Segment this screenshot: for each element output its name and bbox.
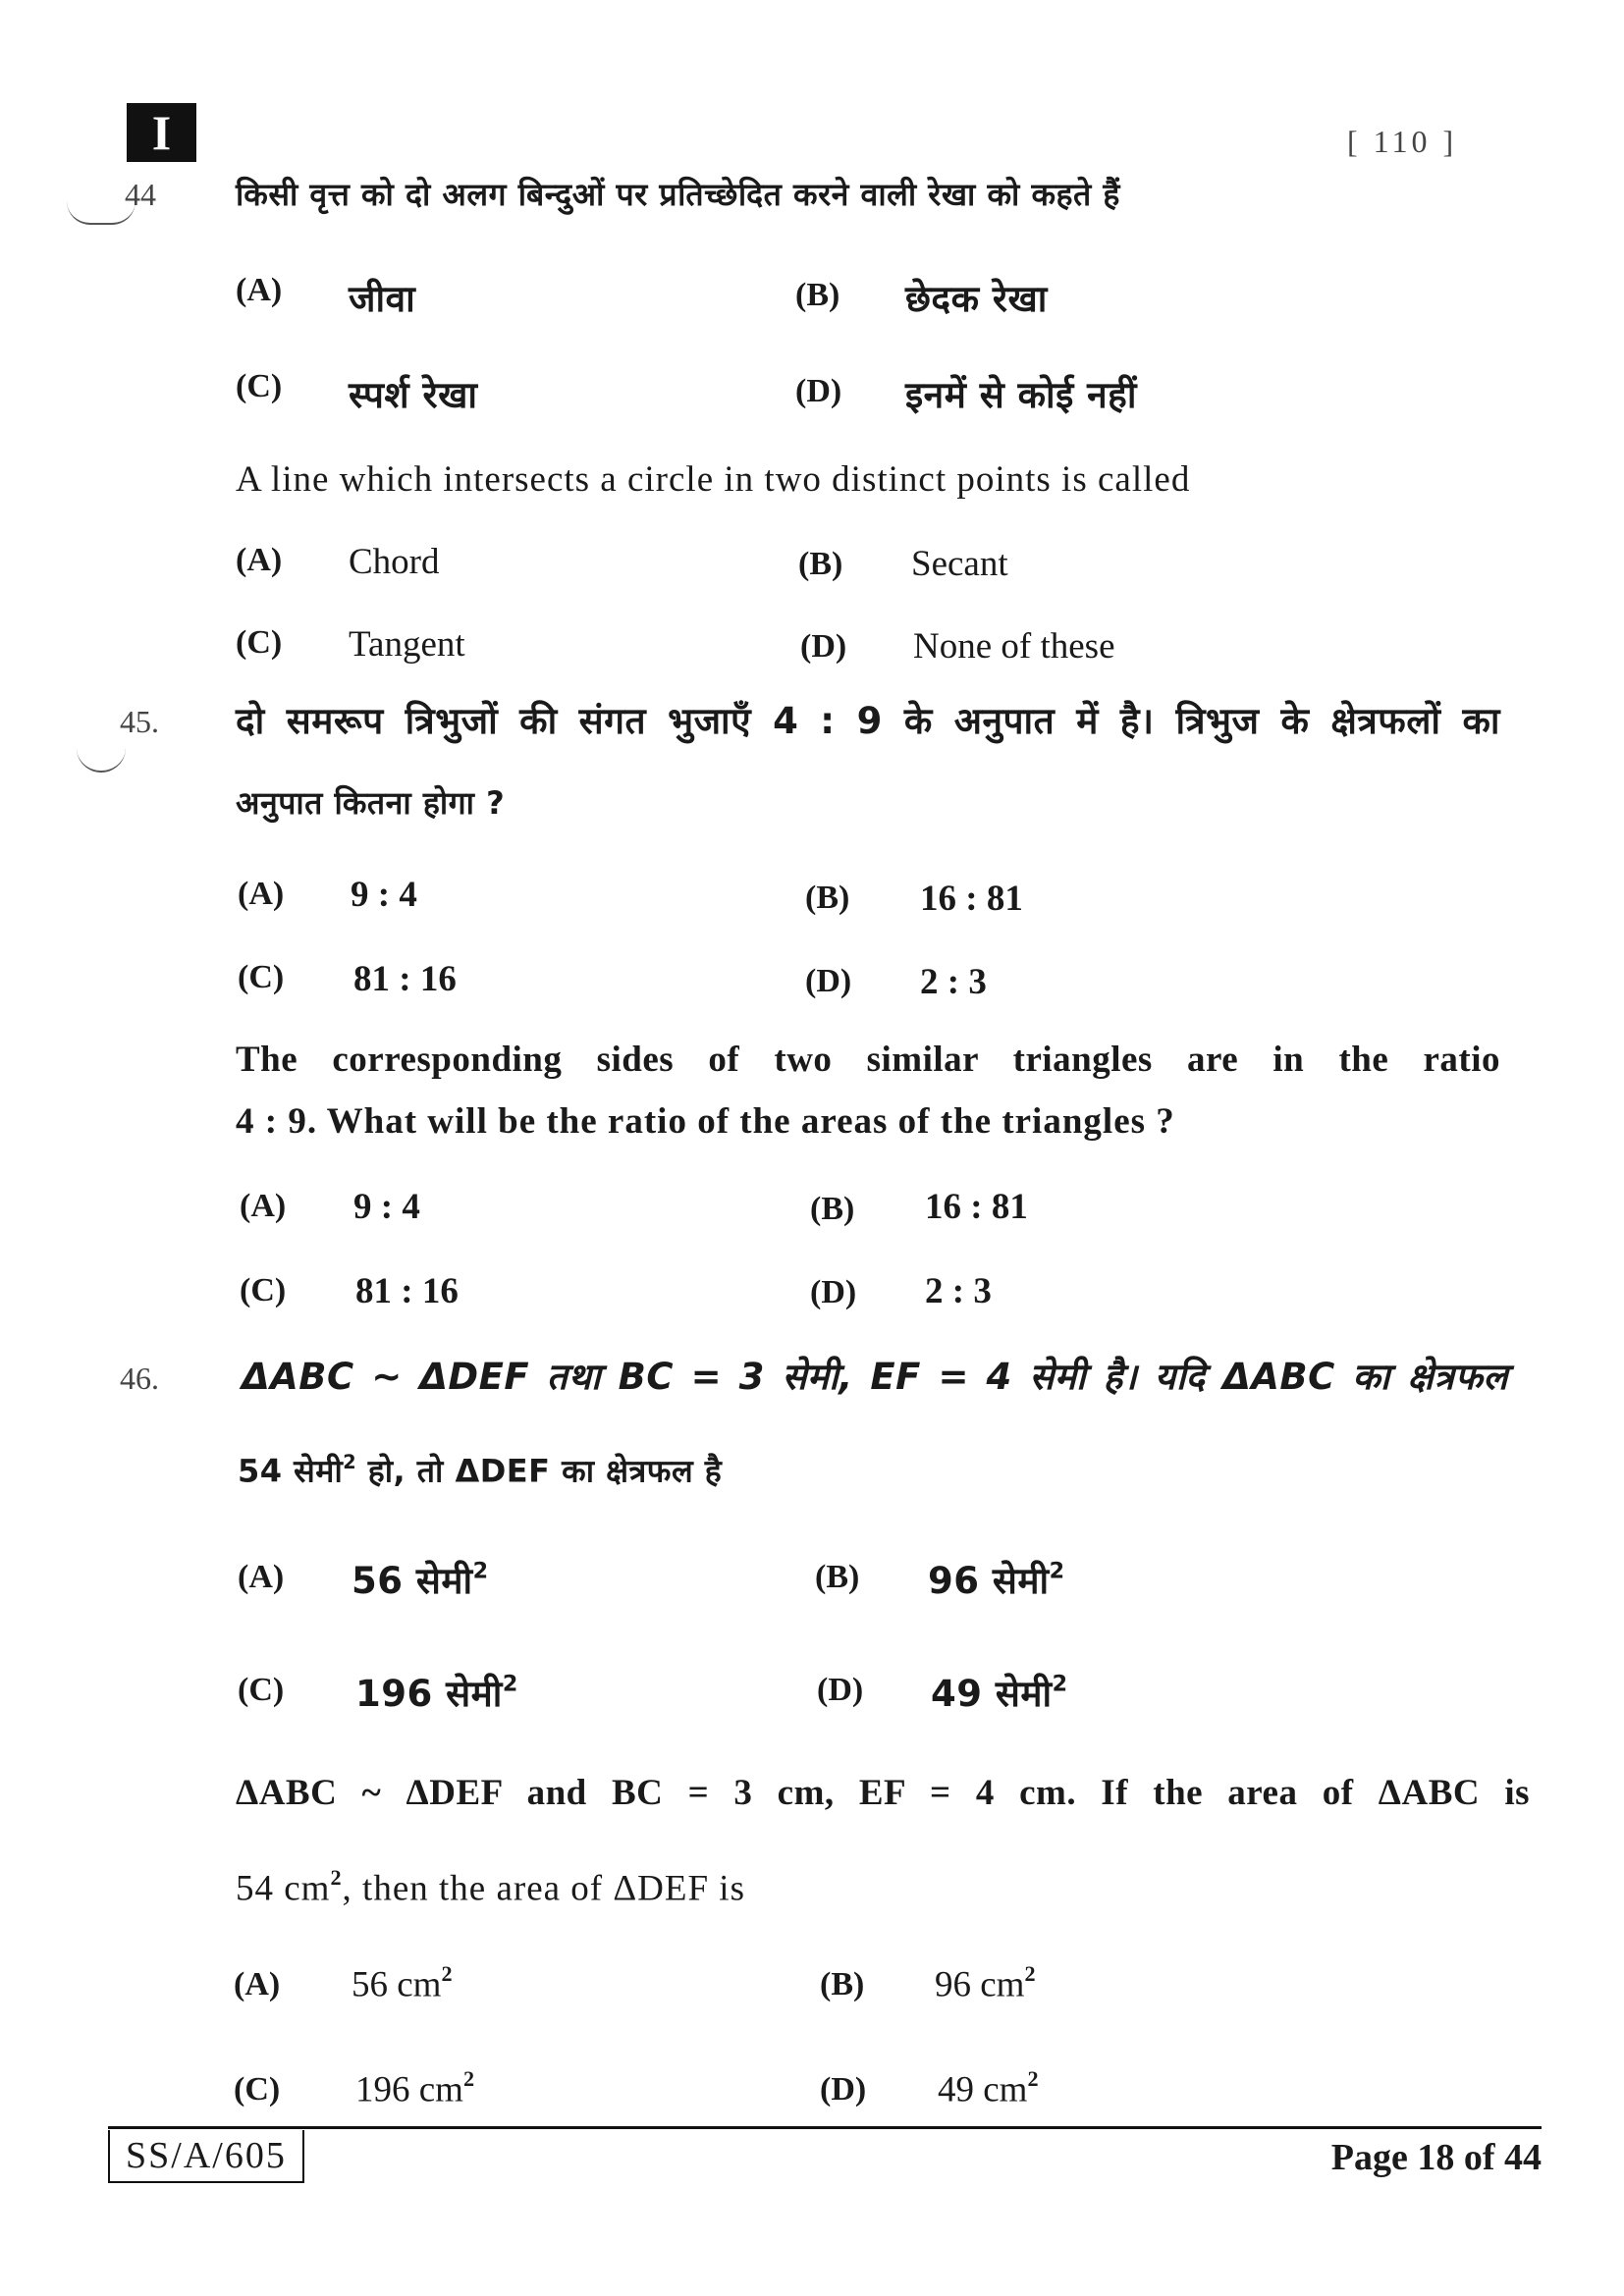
option-d-hindi: 49 सेमी$^2$ xyxy=(931,1671,1068,1715)
question-text-hindi-cont: अनुपात कितना होगा ? xyxy=(236,784,506,822)
option-c-english: 196 $cm^2$ xyxy=(355,2066,475,2110)
option-b-english[interactable]: Secant xyxy=(911,544,1008,584)
option-c-english[interactable]: Tangent xyxy=(349,624,465,665)
english-area-value: 54 cm xyxy=(236,1868,331,1909)
question-text-hindi-cont: हो, तो ΔDEF का क्षेत्रफल है xyxy=(356,1452,723,1490)
option-label: (C) xyxy=(236,624,283,661)
option-label: (D) xyxy=(805,963,852,999)
option-a-hindi: 56 सेमी$^2$ xyxy=(352,1558,489,1602)
page-reference: [ 110 ] xyxy=(1347,124,1458,159)
option-a-english[interactable]: 9 : 4 xyxy=(353,1187,420,1227)
option-b-hindi[interactable]: 16 : 81 xyxy=(920,879,1023,919)
option-label: (B) xyxy=(810,1191,855,1227)
option-label: (D) xyxy=(810,1274,857,1310)
option-b-english[interactable]: 16 : 81 xyxy=(925,1187,1028,1227)
option-c-english[interactable]: 81 : 16 xyxy=(355,1271,459,1311)
option-c-hindi[interactable]: स्पर्श रेखा xyxy=(349,374,478,416)
option-label: (C) xyxy=(238,959,285,995)
option-b-hindi[interactable]: छेदक रेखा xyxy=(905,278,1048,320)
option-label: (D) xyxy=(800,628,847,665)
option-label: (A) xyxy=(236,542,283,578)
option-d-hindi[interactable]: 2 : 3 xyxy=(920,962,987,1002)
option-label: (A) xyxy=(236,272,283,308)
question-number: 45. xyxy=(120,704,159,739)
option-label: (B) xyxy=(795,277,840,313)
question-text-english-cont: 4 : 9. What will be the ratio of the areas of the triangles ? xyxy=(236,1101,1175,1142)
question-number: 44 xyxy=(125,177,156,212)
paper-code: SS/A/605 xyxy=(108,2130,304,2183)
question-number: 46. xyxy=(120,1361,159,1396)
question-text-english-cont: , then the area of ΔDEF is xyxy=(342,1868,745,1909)
option-label: (D) xyxy=(795,373,842,409)
option-label: (A) xyxy=(238,876,285,912)
option-c-hindi: 196 सेमी$^2$ xyxy=(355,1671,518,1715)
option-b-hindi: 96 सेमी$^2$ xyxy=(928,1558,1065,1602)
option-label: (B) xyxy=(805,880,850,916)
option-label: (D) xyxy=(817,1672,864,1708)
option-label: (C) xyxy=(234,2071,281,2108)
option-label: (C) xyxy=(240,1272,287,1308)
footer-divider xyxy=(108,2126,1542,2129)
question-text-english: A line which intersects a circle in two distinct points is called xyxy=(236,459,1191,500)
option-c-hindi[interactable]: 81 : 16 xyxy=(353,959,457,999)
question-text-english: ΔABC ~ ΔDEF and BC = 3 cm, EF = 4 cm. If the area of ΔABC is xyxy=(236,1773,1530,1813)
option-label: (C) xyxy=(238,1672,285,1708)
page-number: Page 18 of 44 xyxy=(1330,2137,1542,2178)
superscript: 2 xyxy=(330,1865,343,1890)
pen-mark xyxy=(77,741,126,773)
option-a-hindi[interactable]: 9 : 4 xyxy=(351,875,417,915)
option-label: (B) xyxy=(798,546,843,582)
option-d-english: 49 $cm^2$ xyxy=(938,2066,1039,2110)
option-label: (B) xyxy=(815,1559,860,1595)
hindi-area-value: 54 सेमी xyxy=(238,1452,344,1490)
option-d-english[interactable]: 2 : 3 xyxy=(925,1271,992,1311)
option-label: (A) xyxy=(238,1559,285,1595)
question-text-hindi: ΔABC ~ ΔDEF तथा BC = 3 सेमी, EF = 4 सेमी है। यदि ΔABC का क्षेत्रफल xyxy=(242,1356,1508,1398)
question-text-english: The corresponding sides of two similar triangles are in the ratio xyxy=(236,1040,1500,1080)
question-text-hindi: किसी वृत्त को दो अलग बिन्दुओं पर प्रतिच्छेदित करने वाली रेखा को कहते हैं xyxy=(236,176,1120,213)
set-mark: I xyxy=(127,103,196,162)
option-label: (C) xyxy=(236,368,283,404)
option-d-hindi[interactable]: इनमें से कोई नहीं xyxy=(905,374,1137,416)
option-a-english[interactable]: Chord xyxy=(349,542,440,582)
option-b-english: 96 $cm^2$ xyxy=(935,1961,1036,2005)
option-d-english[interactable]: None of these xyxy=(913,626,1115,667)
option-label: (D) xyxy=(820,2071,867,2108)
option-a-english: 56 $cm^2$ xyxy=(352,1961,453,2005)
option-label: (A) xyxy=(234,1966,281,2002)
superscript: 2 xyxy=(343,1451,357,1473)
option-a-hindi[interactable]: जीवा xyxy=(349,278,416,320)
option-label: (A) xyxy=(240,1188,287,1224)
question-text-hindi: दो समरूप त्रिभुजों की संगत भुजाएँ 4 : 9 के अनुपात में है। त्रिभुज के क्षेत्रफलों का xyxy=(236,700,1500,742)
option-label: (B) xyxy=(820,1966,865,2002)
